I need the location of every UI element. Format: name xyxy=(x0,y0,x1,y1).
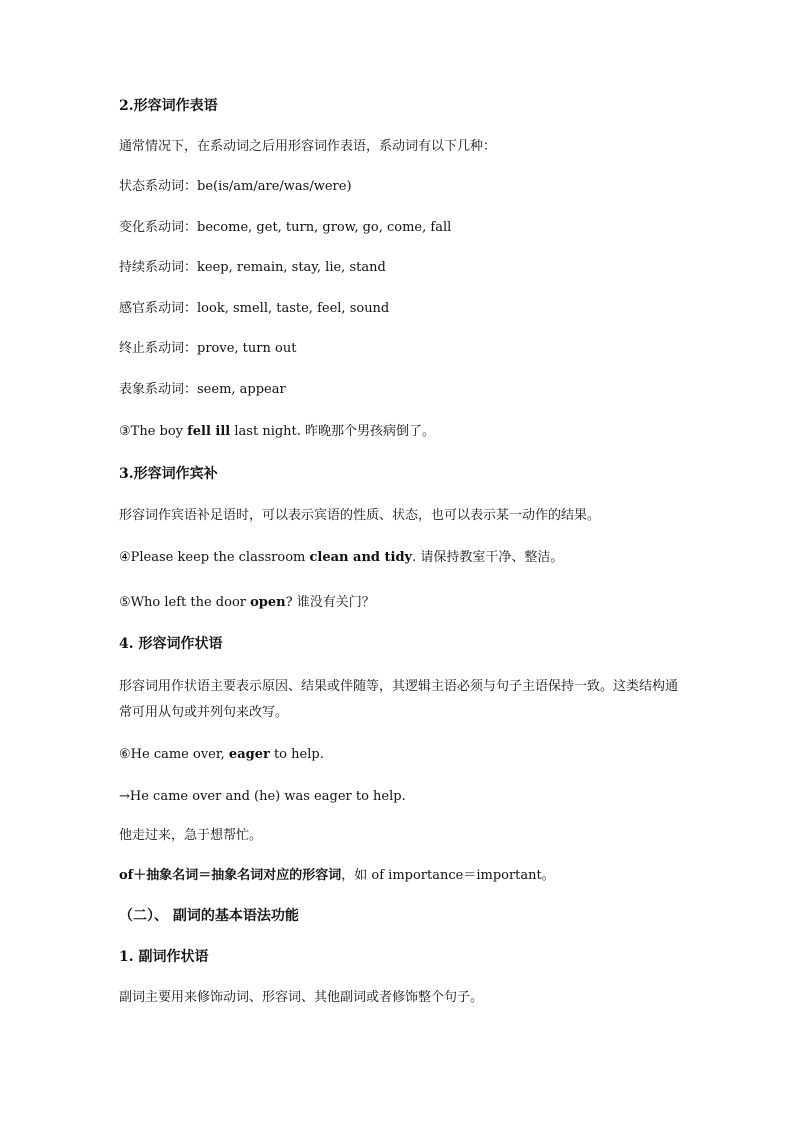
example-text: ④Please keep the classroom xyxy=(119,550,310,565)
paragraph-linking-verbs-intro: 通常情况下，在系动词之后用形容词作表语，系动词有以下几种： xyxy=(119,139,497,154)
heading-adjective-object-complement: 3.形容词作宾补 xyxy=(119,466,218,482)
list-words: prove, turn out xyxy=(197,341,297,356)
paragraph-adverb-intro: 副词主要用来修饰动词、形容词、其他副词或者修饰整个句子。 xyxy=(119,990,484,1005)
example-6 xyxy=(119,746,324,764)
list-label: 终止系动词： xyxy=(119,341,198,356)
example-highlight: open xyxy=(250,595,286,610)
example-text: ⑤Who left the door xyxy=(119,595,251,610)
example-5 xyxy=(119,594,375,612)
list-words: seem, appear xyxy=(197,382,286,397)
example-highlight: eager xyxy=(228,747,270,762)
rule-text: ，如 of importance＝important。 xyxy=(341,868,555,883)
list-item-sense-verbs xyxy=(119,300,389,318)
heading-adjective-predicative: 2.形容词作表语 xyxy=(119,98,218,114)
example-highlight: fell ill xyxy=(187,424,231,439)
example-text: . 请保持教室干净、整洁。 xyxy=(412,550,564,565)
paragraph-adverbial-intro: 形容词用作状语主要表示原因、结果或伴随等，其逻辑主语必须与句子主语保持一致。这类结构通常可用从句或并列句来改写。 xyxy=(119,679,679,720)
example-rewrite: →He came over and (he) was eager to help. xyxy=(119,789,406,804)
list-label: 变化系动词： xyxy=(119,220,198,235)
heading-adverb-adverbial: 1. 副词作状语 xyxy=(119,949,209,965)
example-text: ⑥He came over, xyxy=(119,747,229,762)
list-item-state-verbs xyxy=(119,178,352,196)
list-words: look, smell, taste, feel, sound xyxy=(197,301,390,316)
example-highlight: clean and tidy xyxy=(309,550,413,565)
paragraph-object-complement-intro: 形容词作宾语补足语时，可以表示宾语的性质、状态，也可以表示某一动作的结果。 xyxy=(119,508,601,523)
example-4 xyxy=(119,549,563,567)
example-text: to help. xyxy=(269,747,324,762)
list-item-terminal-verbs xyxy=(119,340,296,358)
rule-abstract-noun xyxy=(119,867,555,885)
list-words: become, get, turn, grow, go, come, fall xyxy=(197,220,452,235)
example-text: ? 谁没有关门？ xyxy=(285,595,375,610)
example-3 xyxy=(119,423,435,441)
list-item-appearance-verbs xyxy=(119,381,286,399)
list-label: 感官系动词： xyxy=(119,301,198,316)
list-words: be(is/am/are/was/were) xyxy=(197,179,352,194)
list-label: 持续系动词： xyxy=(119,260,198,275)
list-item-change-verbs xyxy=(119,219,451,237)
example-translation: 他走过来，急于想帮忙。 xyxy=(119,828,263,843)
list-label: 状态系动词： xyxy=(119,179,198,194)
heading-adjective-adverbial: 4. 形容词作状语 xyxy=(119,636,223,652)
list-words: keep, remain, stay, lie, stand xyxy=(197,260,386,275)
example-text: last night. 昨晚那个男孩病倒了。 xyxy=(230,424,436,439)
rule-highlight: of＋抽象名词＝抽象名词对应的形容词 xyxy=(119,868,342,883)
list-item-continuing-verbs xyxy=(119,259,386,277)
example-text: ③The boy xyxy=(119,424,188,439)
list-label: 表象系动词： xyxy=(119,382,198,397)
section-title-adverb-functions: （二）、 副词的基本语法功能 xyxy=(119,908,299,924)
